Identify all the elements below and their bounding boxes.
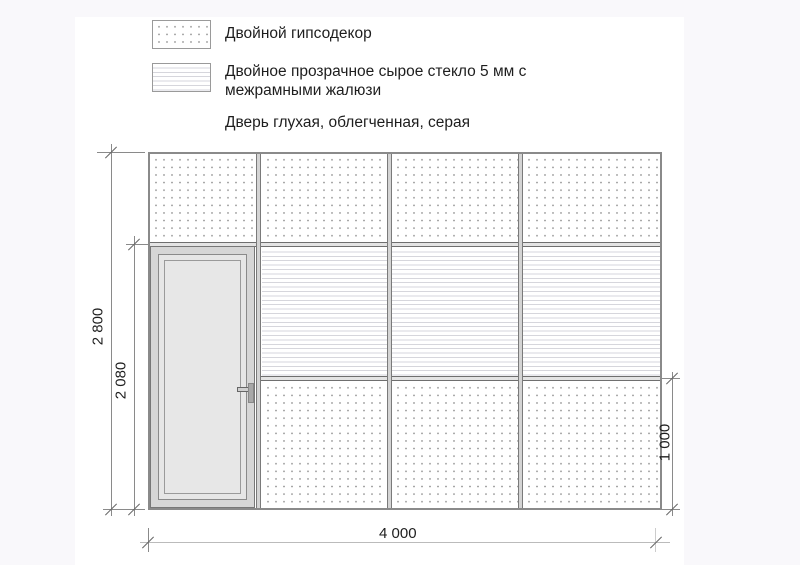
dim-line-overall-height: [111, 144, 112, 516]
legend-label-glass-line2: межрамными жалюзи: [225, 82, 382, 99]
dim-line-door-height: [134, 236, 135, 516]
dim-label-lower-panel: 1 000: [656, 423, 674, 462]
legend-label-gypsum: Двойной гипсодекор: [225, 25, 372, 42]
dim-ext-door-top: [126, 244, 148, 245]
dim-line-overall-width: [140, 542, 670, 543]
legend-label-glass: [225, 62, 526, 100]
dim-label-door-height: 2 080: [112, 361, 130, 400]
legend-label-glass-line1: Двойное прозрачное сырое стекло 5 мм с: [225, 63, 527, 80]
legend-label-door: Дверь глухая, облегченная, серая: [225, 114, 471, 131]
dim-label-overall-height: 2 800: [89, 307, 107, 346]
legend-swatch-glass: [152, 63, 211, 92]
dim-ext-top: [97, 152, 145, 153]
dim-label-overall-width: 4 000: [379, 525, 417, 542]
legend-swatch-gypsum: [152, 20, 211, 49]
partition-frame: [148, 152, 662, 510]
